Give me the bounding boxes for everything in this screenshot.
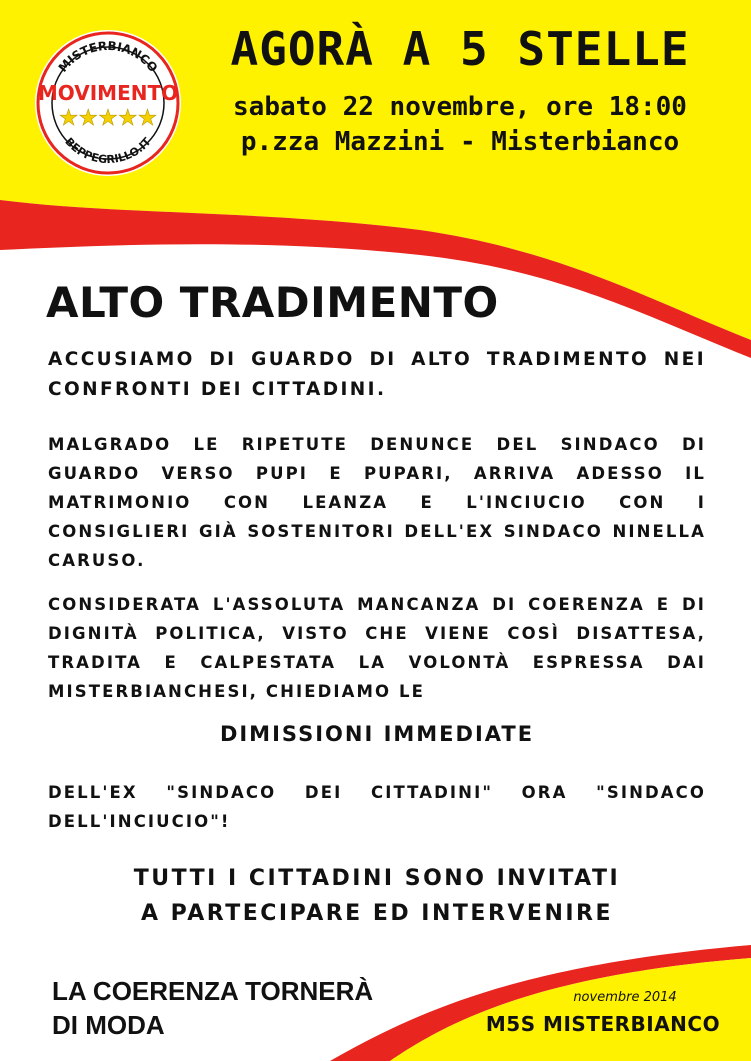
footer-signature: M5S MISTERBIANCO [485, 1012, 721, 1036]
movimento-logo [33, 28, 183, 178]
logo-top-text: MISTERBIANCO [55, 38, 161, 75]
demand-heading: DIMISSIONI IMMEDIATE [219, 722, 535, 746]
event-location: p.zza Mazzini - Misterbianco [240, 127, 680, 157]
body-paragraph-3: DELL'EX "SINDACO DEI CITTADINI" ORA "SINDACO DELL'INCIUCIO"! [48, 783, 706, 831]
body-paragraph-1: MALGRADO LE RIPETUTE DENUNCE DEL SINDACO DI GUARDO VERSO PUPI E PUPARI, ARRIVA ADESSO IL MATRIMONIO CON LEANZA E L'INCIUCIO CON I CONSIGLIERI GIÀ SOSTENITORI DELL'EX SINDACO NINELLA CARUSO. [48, 435, 706, 570]
event-datetime: sabato 22 novembre, ore 18:00 [233, 92, 687, 122]
intro-paragraph: ACCUSIAMO DI GUARDO DI ALTO TRADIMENTO NEI CONFRONTI DEI CITTADINI. [48, 349, 706, 400]
invite-line-2: A PARTECIPARE ED INTERVENIRE [140, 901, 614, 926]
body-paragraph-2: CONSIDERATA L'ASSOLUTA MANCANZA DI COERENZA E DI DIGNITÀ POLITICA, VISTO CHE VIENE COSÌ DISATTESA, TRADITA E CALPESTATA LA VOLONTÀ ESPRESSA DAI MISTERBIANCHESI, CHIEDIAMO LE [48, 595, 706, 701]
footer-date: novembre 2014 [573, 990, 677, 1005]
slogan-line-2: DI MODA [52, 1010, 165, 1040]
invite-line-1: TUTTI I CITTADINI SONO INVITATI [133, 866, 621, 891]
main-title: ALTO TRADIMENTO [46, 278, 499, 327]
event-title: AGORÀ A 5 STELLE [230, 22, 690, 76]
logo-bottom-text: BEPPEGRILLO.IT [62, 135, 154, 167]
logo-stars: ★★★★★ [58, 106, 158, 131]
logo-name: MOVIMENTO [37, 81, 179, 105]
slogan-line-1: LA COERENZA TORNERÀ [52, 976, 374, 1006]
